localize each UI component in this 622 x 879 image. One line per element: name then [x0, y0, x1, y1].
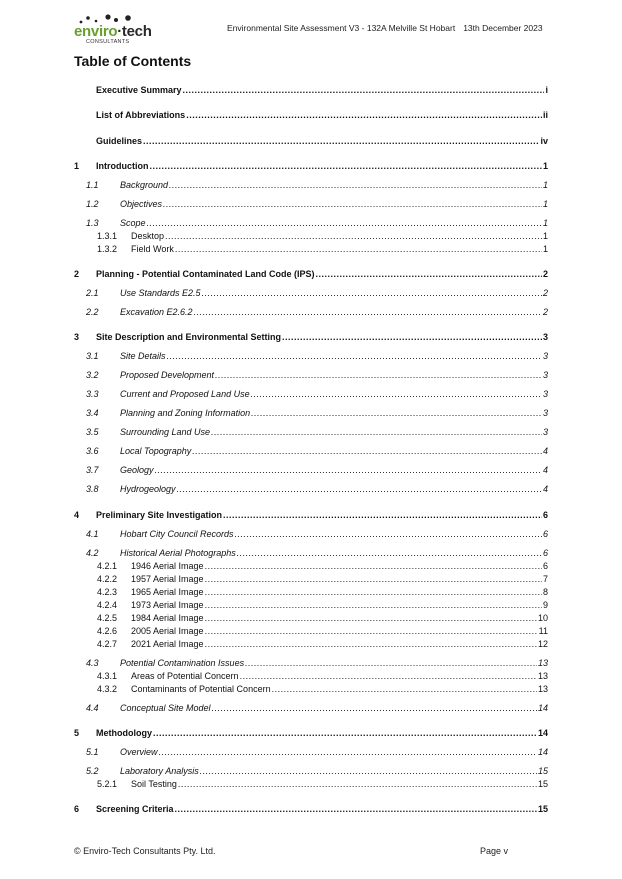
toc-entry-label: Field Work	[131, 244, 174, 254]
toc-entry-label: Current and Proposed Land Use	[120, 389, 250, 399]
toc-entry-page: 3	[542, 408, 548, 418]
toc-entry[interactable]	[74, 109, 548, 121]
toc-entry[interactable]	[74, 287, 548, 299]
toc-entry-page: 6	[542, 548, 548, 558]
toc-leader-dots	[215, 369, 542, 381]
toc-entry-number: 4.3	[86, 658, 99, 668]
toc-leader-dots	[272, 683, 537, 695]
toc-entry-number: 2.2	[86, 307, 99, 317]
toc-entry-label: Planning - Potential Contaminated Land Code (IPS)	[96, 269, 315, 279]
toc-entry-label: Overview	[120, 747, 158, 757]
toc-entry-label: Areas of Potential Concern	[131, 671, 239, 681]
toc-entry-number: 3.5	[86, 427, 99, 437]
toc-leader-dots	[205, 586, 542, 598]
toc-entry-page: 1	[542, 161, 548, 171]
toc-entry-number: 4.1	[86, 529, 99, 539]
toc-entry-page: ii	[542, 110, 548, 120]
toc-entry-number: 5.2.1	[97, 779, 118, 789]
toc-entry[interactable]	[74, 331, 548, 343]
toc-entry-number: 5.1	[86, 747, 99, 757]
toc-entry-page: 2	[542, 288, 548, 298]
toc-entry-number: 4.2.4	[97, 600, 118, 610]
toc-leader-dots	[212, 702, 537, 714]
toc-entry-number: 3.4	[86, 408, 99, 418]
toc-leader-dots	[205, 560, 542, 572]
toc-leader-dots	[251, 388, 542, 400]
toc-entry-number: 5	[74, 728, 80, 738]
toc-entry-number: 4.2.3	[97, 587, 118, 597]
toc-leader-dots	[205, 638, 537, 650]
toc-entry-number: 4	[74, 510, 80, 520]
toc-entry[interactable]	[74, 483, 548, 495]
toc-entry[interactable]	[74, 464, 548, 476]
toc-entry-page: 4	[542, 446, 548, 456]
toc-entry[interactable]	[74, 84, 548, 96]
toc-entry[interactable]	[74, 625, 548, 637]
toc-leader-dots	[177, 483, 542, 495]
toc-entry-page: 3	[542, 332, 548, 342]
toc-leader-dots	[175, 803, 537, 815]
toc-entry[interactable]	[74, 765, 548, 777]
toc-entry-label: 1973 Aerial Image	[131, 600, 204, 610]
toc-entry-label: Guidelines	[96, 136, 143, 146]
toc-entry-number: 1.3.1	[97, 231, 118, 241]
toc-leader-dots	[223, 509, 542, 521]
toc-entry-number: 4.3.1	[97, 671, 118, 681]
toc-entry-label: 1965 Aerial Image	[131, 587, 204, 597]
toc-entry-label: Use Standards E2.5	[120, 288, 201, 298]
toc-entry-page: 1	[542, 244, 548, 254]
toc-entry-number: 3.2	[86, 370, 99, 380]
toc-entry-number: 1	[74, 161, 80, 171]
toc-entry-number: 4.2.5	[97, 613, 118, 623]
toc-entry-number: 4.2.1	[97, 561, 118, 571]
toc-entry-page: 3	[542, 389, 548, 399]
toc-entry-label: Site Description and Environmental Setting	[96, 332, 282, 342]
toc-entry-label: Hobart City Council Records	[120, 529, 234, 539]
toc-leader-dots	[240, 670, 537, 682]
toc-entry-page: 13	[537, 658, 548, 668]
toc-entry[interactable]	[74, 268, 548, 280]
toc-entry[interactable]	[74, 445, 548, 457]
toc-entry-page: 2	[542, 307, 548, 317]
toc-entry-label: Potential Contamination Issues	[120, 658, 245, 668]
page-header	[227, 23, 543, 33]
toc-leader-dots	[200, 765, 537, 777]
toc-entry-number: 3.7	[86, 465, 99, 475]
toc-entry-page: 3	[542, 351, 548, 361]
toc-leader-dots	[205, 573, 542, 585]
toc-entry[interactable]	[74, 746, 548, 758]
toc-entry-number: 4.4	[86, 703, 99, 713]
toc-entry-page: 6	[542, 561, 548, 571]
toc-entry-page: 14	[537, 747, 548, 757]
toc-entry-page: 3	[542, 370, 548, 380]
toc-entry-page: 7	[542, 574, 548, 584]
toc-leader-dots	[150, 160, 542, 172]
toc-entry-page: 6	[542, 510, 548, 520]
toc-entry[interactable]	[74, 198, 548, 210]
toc-entry[interactable]	[74, 160, 548, 172]
report-date: 13th December 2023	[463, 23, 543, 33]
toc-entry-label: Soil Testing	[131, 779, 177, 789]
toc-entry-label: Background	[120, 180, 169, 190]
toc-entry[interactable]	[74, 547, 548, 559]
toc-entry-page: 1	[542, 231, 548, 241]
toc-entry-page: 15	[537, 779, 548, 789]
toc-entry[interactable]	[74, 217, 548, 229]
toc-entry-page: 12	[537, 639, 548, 649]
toc-entry[interactable]	[74, 670, 548, 682]
toc-entry-page: 9	[542, 600, 548, 610]
toc-entry[interactable]	[74, 560, 548, 572]
toc-entry-number: 1.3	[86, 218, 99, 228]
toc-leader-dots	[169, 179, 542, 191]
toc-entry[interactable]	[74, 369, 548, 381]
toc-entry[interactable]	[74, 350, 548, 362]
toc-leader-dots	[205, 625, 538, 637]
footer-page-number: Page v	[480, 846, 509, 856]
toc-entry[interactable]	[74, 612, 548, 624]
toc-entry-page: i	[545, 85, 548, 95]
toc-entry-label: 2021 Aerial Image	[131, 639, 204, 649]
toc-entry-number: 3.8	[86, 484, 99, 494]
toc-leader-dots	[153, 727, 537, 739]
toc-entry-page: 1	[542, 218, 548, 228]
toc-entry-number: 4.2.7	[97, 639, 118, 649]
toc-entry-number: 3	[74, 332, 80, 342]
toc-leader-dots	[165, 230, 542, 242]
toc-entry-number: 3.3	[86, 389, 99, 399]
toc-leader-dots	[202, 287, 542, 299]
toc-leader-dots	[235, 528, 542, 540]
toc-entry-label: Methodology	[96, 728, 152, 738]
toc-entry-label: Objectives	[120, 199, 163, 209]
toc-entry[interactable]	[74, 638, 548, 650]
toc-entry[interactable]	[74, 657, 548, 669]
toc-entry-label: Laboratory Analysis	[120, 766, 199, 776]
toc-entry-label: Excavation E2.6.2	[120, 307, 193, 317]
toc-entry-number: 2.1	[86, 288, 99, 298]
toc-entry-page: 11	[538, 626, 548, 636]
toc-leader-dots	[194, 306, 542, 318]
toc-entry-page: 1	[542, 199, 548, 209]
toc-entry-label: 1957 Aerial Image	[131, 574, 204, 584]
toc-entry[interactable]	[74, 778, 548, 790]
toc-entry-page: 3	[542, 427, 548, 437]
toc-entry-page: 14	[537, 728, 548, 738]
toc-entry[interactable]	[74, 135, 548, 147]
toc-entry[interactable]	[74, 528, 548, 540]
report-title: Environmental Site Assessment V3 - 132A Melville St Hobart	[227, 23, 456, 33]
toc-leader-dots	[183, 84, 545, 96]
toc-entry-label: Conceptual Site Model	[120, 703, 211, 713]
toc-entry[interactable]	[74, 388, 548, 400]
toc-entry-label: Geology	[120, 465, 154, 475]
toc-entry-number: 4.2.2	[97, 574, 118, 584]
toc-leader-dots	[205, 612, 537, 624]
toc-entry-number: 5.2	[86, 766, 99, 776]
company-logo	[74, 13, 152, 47]
toc-entry-label: Desktop	[131, 231, 165, 241]
toc-leader-dots	[251, 407, 542, 419]
toc-entry-label: Contaminants of Potential Concern	[131, 684, 271, 694]
toc-entry[interactable]	[74, 599, 548, 611]
toc-entry[interactable]	[74, 683, 548, 695]
toc-entry-page: 8	[542, 587, 548, 597]
footer-copyright: © Enviro-Tech Consultants Pty. Ltd.	[74, 846, 216, 856]
toc-entry-label: Preliminary Site Investigation	[96, 510, 223, 520]
toc-entry-label: List of Abbreviations	[96, 110, 186, 120]
toc-entry[interactable]	[74, 509, 548, 521]
toc-entry-page: 1	[542, 180, 548, 190]
toc-leader-dots	[163, 198, 542, 210]
toc-entry[interactable]	[74, 426, 548, 438]
toc-entry-label: Screening Criteria	[96, 804, 174, 814]
toc-entry[interactable]	[74, 407, 548, 419]
toc-entry-label: 2005 Aerial Image	[131, 626, 204, 636]
toc-entry[interactable]	[74, 243, 548, 255]
toc-entry-label: Site Details	[120, 351, 166, 361]
toc-entry-label: Introduction	[96, 161, 149, 171]
toc-entry-page: 13	[537, 684, 548, 694]
toc-entry-page: 2	[542, 269, 548, 279]
toc-leader-dots	[316, 268, 542, 280]
toc-title: Table of Contents	[74, 53, 192, 69]
toc-entry[interactable]	[74, 727, 548, 739]
toc-entry-page: 13	[537, 671, 548, 681]
toc-entry-label: Historical Aerial Photographs	[120, 548, 236, 558]
toc-leader-dots	[186, 109, 542, 121]
toc-entry-number: 3.6	[86, 446, 99, 456]
toc-entry-number: 1.2	[86, 199, 99, 209]
toc-entry-label: Scope	[120, 218, 146, 228]
toc-leader-dots	[175, 243, 542, 255]
toc-entry-label: Local Topography	[120, 446, 192, 456]
toc-entry-number: 4.2	[86, 548, 99, 558]
toc-entry-label: 1984 Aerial Image	[131, 613, 204, 623]
toc-entry-page: 6	[542, 529, 548, 539]
toc-entry-number: 4.2.6	[97, 626, 118, 636]
toc-leader-dots	[178, 778, 537, 790]
toc-entry[interactable]	[74, 586, 548, 598]
toc-leader-dots	[192, 445, 542, 457]
toc-entry[interactable]	[74, 230, 548, 242]
toc-entry-page: iv	[540, 136, 548, 146]
toc-entry-label: Proposed Development	[120, 370, 215, 380]
toc-entry-page: 15	[537, 804, 548, 814]
toc-entry-label: Hydrogeology	[120, 484, 176, 494]
toc-leader-dots	[237, 547, 542, 559]
toc-leader-dots	[205, 599, 542, 611]
toc-entry-label: Executive Summary	[96, 85, 182, 95]
toc-entry-number: 1.1	[86, 180, 99, 190]
toc-leader-dots	[282, 331, 542, 343]
toc-entry[interactable]	[74, 573, 548, 585]
toc-entry[interactable]	[74, 306, 548, 318]
toc-entry-page: 4	[542, 465, 548, 475]
toc-entry-page: 4	[542, 484, 548, 494]
toc-entry-number: 2	[74, 269, 80, 279]
toc-entry-number: 6	[74, 804, 80, 814]
toc-entry-number: 3.1	[86, 351, 99, 361]
logo-subtitle: CONSULTANTS	[86, 39, 130, 45]
toc-leader-dots	[147, 217, 542, 229]
toc-entry-page: 14	[537, 703, 548, 713]
toc-leader-dots	[211, 426, 542, 438]
toc-leader-dots	[245, 657, 537, 669]
toc-leader-dots	[143, 135, 539, 147]
toc-entry-page: 15	[537, 766, 548, 776]
toc-entry[interactable]	[74, 803, 548, 815]
toc-entry-label: Surrounding Land Use	[120, 427, 211, 437]
logo-wordmark: enviro·tech	[74, 23, 152, 40]
toc-entry-number: 1.3.2	[97, 244, 118, 254]
toc-leader-dots	[159, 746, 537, 758]
toc-entry-page: 10	[537, 613, 548, 623]
toc-entry-label: Planning and Zoning Information	[120, 408, 251, 418]
toc-leader-dots	[155, 464, 542, 476]
toc-entry[interactable]	[74, 179, 548, 191]
toc-entry-number: 4.3.2	[97, 684, 118, 694]
toc-leader-dots	[167, 350, 542, 362]
toc-entry-label: 1946 Aerial Image	[131, 561, 204, 571]
toc-entry[interactable]	[74, 702, 548, 714]
